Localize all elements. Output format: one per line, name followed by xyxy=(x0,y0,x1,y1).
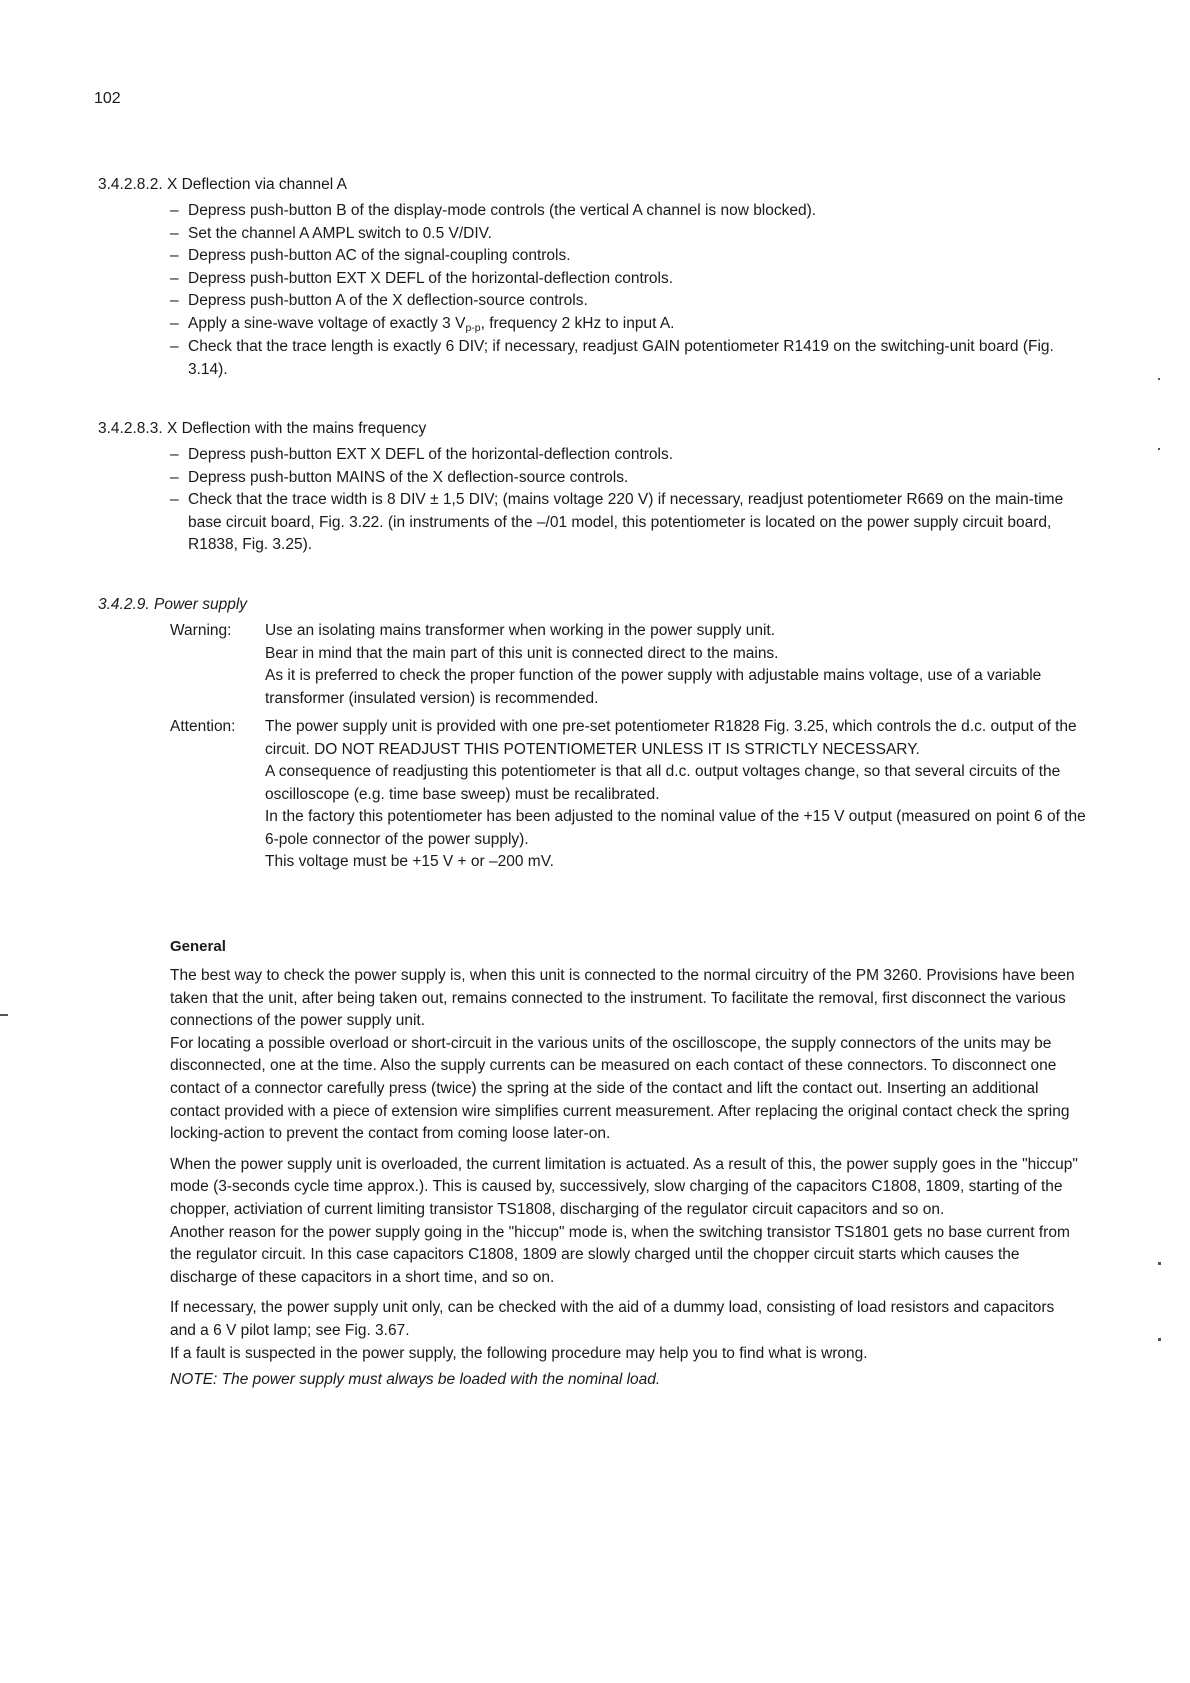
attention-line: A consequence of readjusting this potentiometer is that all d.c. output voltages change, so that several circuits of the oscilloscope (e.g. time base sweep) must be recalibrated. xyxy=(265,763,1061,803)
step-item: – Depress push-button AC of the signal-coupling controls. xyxy=(170,245,1088,268)
note-text: NOTE: The power supply must always be loaded with the nominal load. xyxy=(170,1371,661,1389)
attention-text xyxy=(265,716,1088,874)
step-item: – Depress push-button MAINS of the X deflection-source controls. xyxy=(170,467,1088,490)
section-heading: 3.4.2.8.3. X Deflection with the mains frequency xyxy=(98,420,427,437)
warning-text xyxy=(265,620,1088,710)
attention-label: Attention: xyxy=(170,718,236,735)
paragraph: The best way to check the power supply is, when this unit is connected to the normal circuitry of the PM 3260. Provisions have been taken that the unit, after being taken out, remains connected to the instrument. To facilitate the removal, first disconnect the various connections of the power supply unit. xyxy=(170,967,1075,1030)
scan-mark xyxy=(0,1014,8,1016)
general-section xyxy=(170,938,1080,1392)
page-number: 102 xyxy=(94,90,121,107)
paragraph: When the power supply unit is overloaded, the current limitation is actuated. As a result of this, the power supply goes in the "hiccup" mode (3-seconds cycle time approx.). This is caused by, successively, slow charging of the capacitors C1808, 1809, starting of the chopper, activiation of current limiting transistor TS1808, discharging of the regulator circuit capacitors and so on. xyxy=(170,1155,1078,1218)
attention-block xyxy=(170,716,1088,874)
step-item: – Depress push-button A of the X deflection-source controls. xyxy=(170,290,1088,313)
step-text: Apply a sine-wave voltage of exactly 3 V xyxy=(188,314,466,332)
general-heading: General xyxy=(170,938,226,955)
scan-mark xyxy=(1158,378,1160,380)
section-power-supply xyxy=(98,596,1088,874)
paragraph: Another reason for the power supply going in the "hiccup" mode is, when the switching transistor TS1801 gets no base current from the regulator circuit. In this case capacitors C1808, 1809 are slowly charged until the chopper circuit starts which causes the discharge of these capacitors in a short time, and so on. xyxy=(170,1223,1070,1286)
warning-block xyxy=(170,620,1088,710)
scan-mark xyxy=(1158,448,1160,450)
scan-mark xyxy=(1158,1338,1161,1341)
section-heading: 3.4.2.9. Power supply xyxy=(98,596,248,613)
warning-line: As it is preferred to check the proper function of the power supply with adjustable mains voltage, use of a variable transformer (insulated version) is recommended. xyxy=(265,667,1042,707)
section-x-deflection-mains xyxy=(98,420,1088,557)
step-list xyxy=(98,200,1088,381)
subscript-text: p-p xyxy=(465,321,481,334)
attention-line: In the factory this potentiometer has been adjusted to the nominal value of the +15 V output (measured on point 6 of the 6-pole connector of the power supply). xyxy=(265,808,1086,848)
step-list xyxy=(98,444,1088,557)
attention-line: The power supply unit is provided with one pre-set potentiometer R1828 Fig. 3.25, which controls the d.c. output of the circuit. DO NOT READJUST THIS POTENTIOMETER UNLESS IT IS STRICTLY NECESSARY. xyxy=(265,718,1077,758)
step-item: – Set the channel A AMPL switch to 0.5 V/DIV. xyxy=(170,223,1088,246)
warning-label: Warning: xyxy=(170,622,232,639)
step-item: – Depress push-button EXT X DEFL of the horizontal-deflection controls. xyxy=(170,444,1088,467)
step-item: – Check that the trace length is exactly 6 DIV; if necessary, readjust GAIN potentiometer R1419 on the switching-unit board (Fig. 3.14). xyxy=(170,336,1088,381)
paragraph: For locating a possible overload or short-circuit in the various units of the oscilloscope, the supply connectors of the units may be disconnected, one at the time. Also the supply currents can be measured on each contact of these connectors. To disconnect one contact of a connector carefully press (twice) the spring at the side of the contact and lift the contact out. Inserting an additional contact provided with a piece of extension wire simplifies current measurement. After replacing the original contact check the spring locking-action to prevent the contact from coming loose later-on. xyxy=(170,1034,1070,1143)
scan-mark xyxy=(1158,1262,1161,1265)
section-x-deflection-channel-a xyxy=(98,176,1088,381)
warning-line: Bear in mind that the main part of this unit is connected direct to the mains. xyxy=(265,644,779,662)
step-item: – Depress push-button B of the display-mode controls (the vertical A channel is now blocked). xyxy=(170,200,1088,223)
step-item: – Depress push-button EXT X DEFL of the horizontal-deflection controls. xyxy=(170,268,1088,291)
attention-line: This voltage must be +15 V + or –200 mV. xyxy=(265,853,554,870)
step-text: , frequency 2 kHz to input A. xyxy=(480,314,675,332)
step-item xyxy=(170,313,1088,337)
step-item: – Check that the trace width is 8 DIV ± 1,5 DIV; (mains voltage 220 V) if necessary, readjust potentiometer R669 on the main-time base circuit board, Fig. 3.22. (in instruments of the –/01 model, this potentiometer is located on the power supply circuit board, R1838, Fig. 3.25). xyxy=(170,489,1088,557)
paragraph: If a fault is suspected in the power supply, the following procedure may help you to find what is wrong. xyxy=(170,1344,868,1362)
section-heading: 3.4.2.8.2. X Deflection via channel A xyxy=(98,176,348,193)
paragraph: If necessary, the power supply unit only, can be checked with the aid of a dummy load, consisting of load resistors and capacitors and a 6 V pilot lamp; see Fig. 3.67. xyxy=(170,1299,1055,1339)
warning-line: Use an isolating mains transformer when working in the power supply unit. xyxy=(265,622,776,639)
